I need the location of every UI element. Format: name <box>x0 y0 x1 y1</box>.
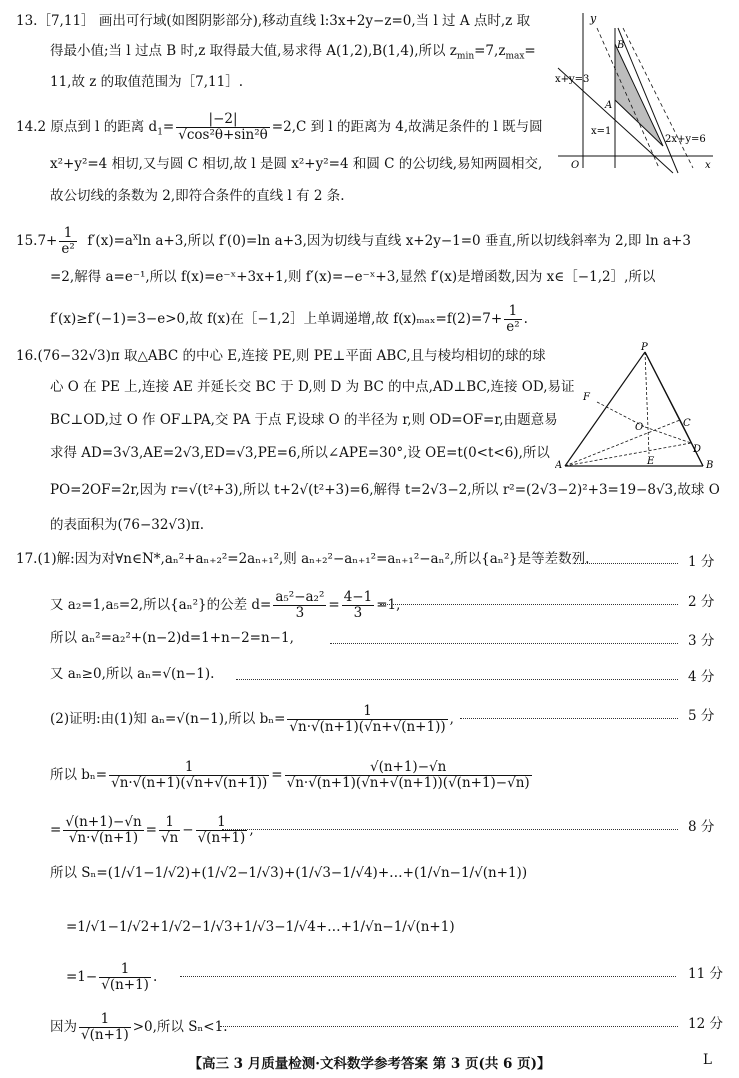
p17-l11-den: √(n+1) <box>81 1027 129 1043</box>
p17-line-4: 又 aₙ≥0,所以 aₙ=√(n−1). <box>50 666 215 682</box>
tetra-label-C: C <box>683 418 691 429</box>
tetra-label-O: O <box>635 422 644 433</box>
graph-label-x: x <box>705 160 711 171</box>
p17-l6-den1: √n·√(n+1)(√n+√(n+1)) <box>111 775 268 791</box>
p17-l10-num: 1 <box>99 962 151 978</box>
p17-l11-num: 1 <box>79 1012 131 1028</box>
p17-l6-num2: √(n+1)−√n <box>285 760 532 776</box>
p17-l10-text: =1− <box>66 969 98 985</box>
tetra-label-E: E <box>647 456 655 467</box>
p15-line-3: f′(x)≥f′(−1)=3−e>0,故 f(x)在［−1,2］上单调递增,故 f(x)ₘₐₓ=f(2)=7+ $\frac{1}{\text{e²}}$ . <box>50 303 528 335</box>
p17-l2-end: =1, <box>376 597 401 613</box>
p17-l7-den3: √(n+1) <box>197 830 246 846</box>
p17-line-10: =1− $\frac{1}{√(n+1)}$ . <box>66 961 158 993</box>
tetra-label-D: D <box>693 444 702 455</box>
graph-label-x1: x=1 <box>591 126 612 137</box>
p14-line-2: x²+y²=4 相切,又与圆 C 相切,故 l 是圆 x²+y²=4 和圆 C 的公切线,易知两圆相交, <box>50 156 543 172</box>
p17-l10-den: √(n+1) <box>101 977 149 993</box>
graph-label-y: y <box>590 12 597 25</box>
p15-frac: $\frac{1}{\text{e²}}$ <box>61 225 75 257</box>
p17-line-5: (2)证明:由(1)知 aₙ=√(n−1),所以 bₙ= $\frac{1}{√n\cdot√(n+1)(√n+√(n+1))}$ , <box>50 703 454 735</box>
p15-final-frac: $\frac{1}{\text{e²}}$ <box>506 303 520 335</box>
page-footer: 【高三 3 月质量检测·文科数学参考答案 第 3 页(共 6 页)】 <box>188 1056 551 1072</box>
p13-line-2-text: 得最小值;当 l 过点 B 时,z 取得最大值,易求得 A(1,2),B(1,4),所以 z <box>50 43 457 59</box>
score-5: 5 分 <box>688 708 715 724</box>
p16-line-3: BC⊥OD,过 O 作 OF⊥PA,交 PA 于点 F,设球 O 的半径为 r,则 OD=OF=r,由题意易 <box>50 412 558 428</box>
p17-l6-num1: 1 <box>109 760 269 776</box>
p17-l5-num: 1 <box>287 704 447 720</box>
p17-l11-text-b: >0,所以 Sₙ<1. <box>132 1019 228 1035</box>
p17-l5-den: √n·√(n+1)(√n+√(n+1)) <box>289 719 446 735</box>
p17-l7-den1: √n·√(n+1) <box>68 830 139 846</box>
p14-text-a: 14.2 原点到 l 的距离 d <box>16 119 158 135</box>
p17-l2-frac2-den: 3 <box>353 605 363 621</box>
score-4: 4 分 <box>688 669 715 685</box>
p15-text-c: ln a+3,所以 f′(0)=ln a+3,因为切线与直线 x+2y−1=0 垂直,所以切线斜率为 2,即 ln a+3 <box>138 233 691 249</box>
p15-text-3: f′(x)≥f′(−1)=3−e>0,故 f(x)在［−1,2］上单调递增,故 f(x)ₘₐₓ=f(2)=7+ <box>50 311 503 327</box>
p16-line-6: 的表面积为(76−32√3)π. <box>50 517 205 533</box>
tetra-label-B: B <box>706 460 714 471</box>
p13-line-1: 13.［7,11］ 画出可行域(如图阴影部分),移动直线 l:3x+2y−z=0,当 l 过 A 点时,z 取 <box>16 13 531 29</box>
tetrahedron-figure <box>555 342 720 472</box>
p13-zmin-suffix: =7,z <box>474 43 506 59</box>
p15-text-b: f′(x)=a <box>87 233 133 249</box>
p14-text-b: =2,C 到 l 的距离为 4,故满足条件的 l 既与圆 <box>271 119 543 135</box>
tetra-label-A: A <box>555 460 563 471</box>
p16-line-4: 求得 AD=3√3,AE=2√3,ED=√3,PE=6,所以∠APE=30°,设 OE=t(0<t<6),所以 <box>50 445 550 461</box>
p17-l7-num1: √(n+1)−√n <box>65 814 142 830</box>
p17-l6-den2: √n·√(n+1)(√n+√(n+1))(√(n+1)−√n) <box>286 775 530 791</box>
p17-l2-text: 又 a₂=1,a₅=2,所以{aₙ²}的公差 d= <box>50 597 272 613</box>
score-3: 3 分 <box>688 633 715 649</box>
p15-text-a: 15.7+ <box>16 233 58 249</box>
dot-leader <box>574 563 678 564</box>
p14-line-3: 故公切线的条数为 2,即符合条件的直线 l 有 2 条. <box>50 188 345 204</box>
score-1: 1 分 <box>688 554 715 570</box>
p17-line-11 <box>50 1012 228 1043</box>
p15-line-1: 15.7+ $\frac{1}{\text{e²}}$ $f'(x)=a^x\ln$ a+3,所以 f′(0)=ln a+3,因为切线与直线 x+2y−1=0 垂直,所以切线斜率为 2,即 ln a+3 <box>16 225 691 257</box>
p16-line-2: 心 O 在 PE 上,连接 AE 并延长交 BC 于 D,则 D 为 BC 的中点,AD⊥BC,连接 OD,易证 <box>50 379 575 395</box>
p17-line-2: 又 a₂=1,a₅=2,所以{aₙ²}的公差 d= $\frac{\text{a₅²−a₂²}}{3}$ = $\frac{4-1}{3}$ =1, <box>50 589 401 621</box>
graph-label-xy3: x+y=3 <box>555 74 590 85</box>
p14-distance-fraction <box>176 112 270 143</box>
p17-l7-num2: 1 <box>159 815 180 831</box>
score-6: 8 分 <box>688 819 715 835</box>
p13-zmax-suffix: = <box>524 43 536 59</box>
p17-line-3: 所以 aₙ²=a₂²+(n−2)d=1+n−2=n−1, <box>50 630 294 646</box>
p17-l5-text: (2)证明:由(1)知 aₙ=√(n−1),所以 bₙ= <box>50 711 286 727</box>
score-8: 12 分 <box>688 1016 723 1032</box>
p17-l7-num3: 1 <box>196 815 248 831</box>
zmax-sub: max <box>505 51 525 62</box>
dot-leader <box>180 976 676 977</box>
p17-line-7: = $\frac{√(n+1)-√n}{√n\cdot√(n+1)}$ = $\frac{1}{√n}$ − $\frac{1}{√(n+1)}$ , <box>50 814 254 846</box>
graph-label-B: B <box>617 40 625 51</box>
dot-leader <box>220 1026 678 1027</box>
feasible-region-graph <box>553 8 718 178</box>
p17-line-1: 17.(1)解:因为对∀n∈N*,aₙ²+aₙ₊₂²=2aₙ₊₁²,则 aₙ₊₂²−aₙ₊₁²=aₙ₊₁²−aₙ²,所以{aₙ²}是等差数列. <box>16 551 590 567</box>
p13-line-3: 11,故 z 的取值范围为［7,11］. <box>50 74 244 90</box>
dot-leader <box>222 829 678 830</box>
tetra-label-F: F <box>583 392 590 403</box>
footer-mark: L <box>703 1052 712 1068</box>
score-2: 2 分 <box>688 594 715 610</box>
p17-l2-frac1-num: a₅²−a₂² <box>275 589 325 605</box>
graph-label-O: O <box>571 160 580 171</box>
dot-leader <box>330 643 678 644</box>
p16-line-5: PO=2OF=2r,因为 r=√(t²+3),所以 t+2√(t²+3)=6,解得 t=2√3−2,所以 r²=(2√3−2)²+3=19−8√3,故球 O <box>50 482 720 498</box>
p14-line-1: 14.2 原点到 l 的距离 $d_1=$ $\frac{|-2|}{\text{√cos²θ+sin²θ}}$ =2,C 到 l 的距离为 4,故满足条件的 l 既与圆 <box>16 111 543 143</box>
p17-l6-text: 所以 bₙ= <box>50 767 108 783</box>
p17-l11-text-a: 因为 <box>50 1019 77 1035</box>
dot-leader <box>380 604 678 605</box>
p17-line-8: 所以 Sₙ=(1/√1−1/√2)+(1/√2−1/√3)+(1/√3−1/√4)+…+(1/√n−1/√(n+1)) <box>50 865 528 881</box>
graph-label-2xy6: 2x+y=6 <box>665 134 706 145</box>
p14-frac-den: √cos²θ+sin²θ <box>178 127 268 143</box>
dot-leader <box>236 679 678 680</box>
dot-leader <box>460 718 678 719</box>
p16-line-1: 16.(76−32√3)π 取△ABC 的中心 E,连接 PE,则 PE⊥平面 ABC,且与棱均相切的球的球 <box>16 348 546 364</box>
p17-l7-den2: √n <box>160 830 179 846</box>
zmin-sub: min <box>456 51 475 62</box>
tetra-label-P: P <box>641 342 648 353</box>
p17-l2-frac1-den: 3 <box>295 605 305 621</box>
p13-line-2 <box>50 42 536 66</box>
p14-frac-num: |−2| <box>176 112 270 128</box>
p17-l2-frac2-num: 4−1 <box>343 589 373 605</box>
graph-label-A: A <box>605 100 613 111</box>
p17-line-6: 所以 bₙ= $\frac{1}{√n\cdot√(n+1)(√n+√(n+1))}$ = $\frac{√(n+1)-√n}{√n\cdot√(n+1)(√n+√(n+1))(√(n+1)-√n)}$ <box>50 759 530 791</box>
p15-line-2: =2,解得 a=e⁻¹,所以 f(x)=e⁻ˣ+3x+1,则 f′(x)=−e⁻ˣ+3,显然 f′(x)是增函数,因为 x∈［−1,2］,所以 <box>50 269 656 285</box>
p17-line-9: =1/√1−1/√2+1/√2−1/√3+1/√3−1/√4+…+1/√n−1/√(n+1) <box>66 919 455 935</box>
score-7: 11 分 <box>688 966 723 982</box>
